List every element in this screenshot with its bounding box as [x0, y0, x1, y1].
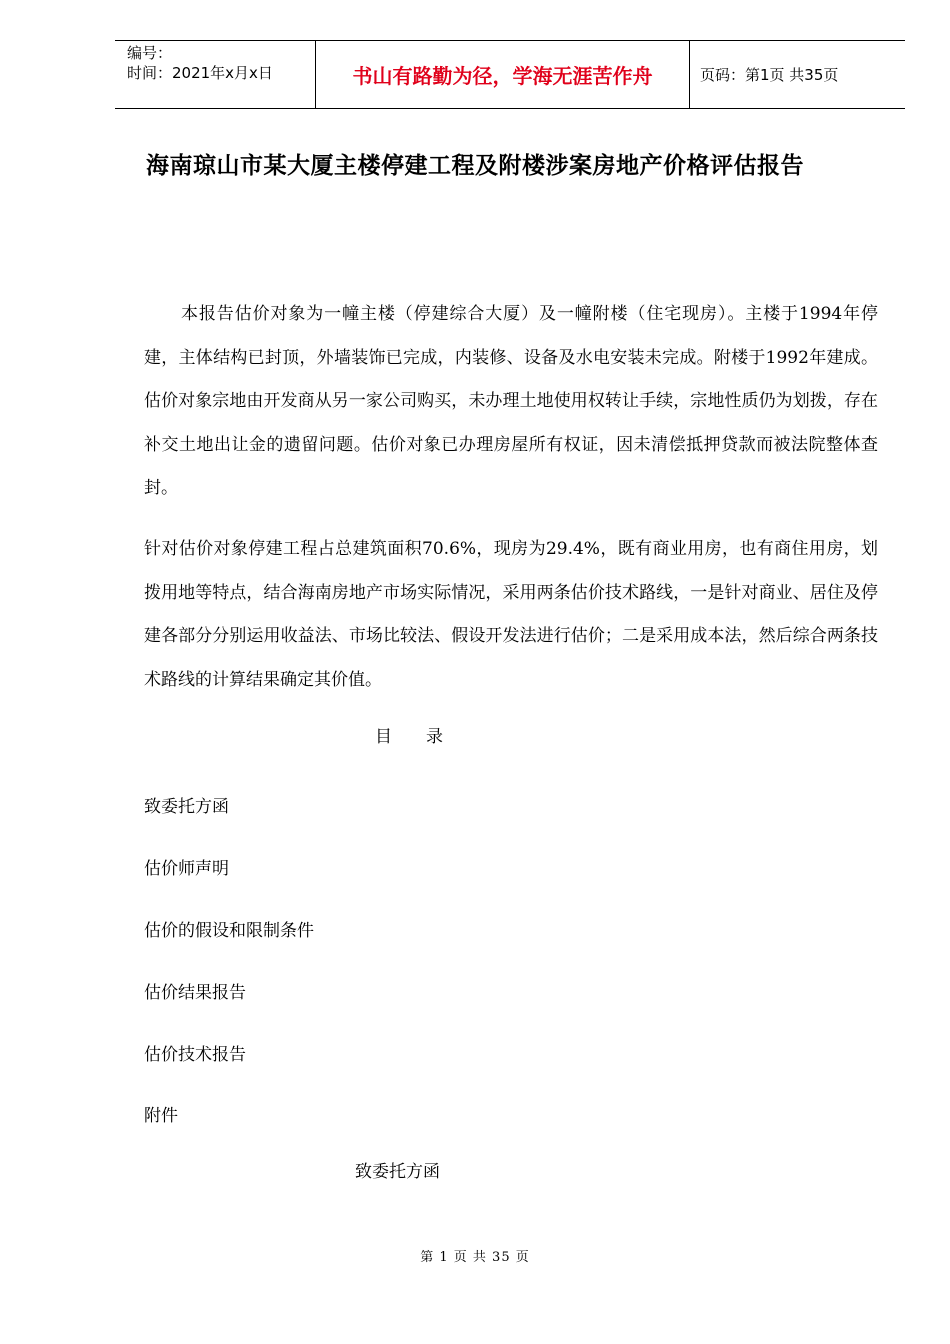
page-header — [115, 40, 905, 109]
toc-heading: 目 录 — [375, 727, 443, 747]
toc-item: 致委托方函 — [144, 797, 229, 817]
section-heading: 致委托方函 — [355, 1162, 440, 1182]
page-footer: 第 1 页 共 35 页 — [420, 1250, 530, 1265]
header-motto: 书山有路勤为径，学海无涯苦作舟 — [316, 41, 690, 108]
header-page-info: 页码：第1页 共35页 — [700, 66, 839, 84]
toc-item: 估价技术报告 — [144, 1045, 246, 1065]
toc-item: 估价的假设和限制条件 — [144, 921, 314, 941]
document-title: 海南琼山市某大厦主楼停建工程及附楼涉案房地产价格评估报告 — [146, 152, 804, 179]
document-time-label: 时间：2021年x月x日 — [127, 64, 273, 82]
document-number-label: 编号： — [127, 44, 173, 62]
toc-item: 估价结果报告 — [144, 983, 246, 1003]
toc-item: 附件 — [144, 1106, 178, 1126]
summary-paragraph-2: 针对估价对象停建工程占总建筑面积70.6%，现房为29.4%，既有商业用房，也有商住用房，划拨用地等特点，结合海南房地产市场实际情况，采用两条估价技术路线，一是针对商业、居住及停建各部分分别运用收益法、市场比较法、假设开发法进行估价；二是采用成本法，然后综合两条技术路线的计算结果确定其价值。 — [144, 539, 878, 690]
header-meta — [115, 41, 316, 108]
toc-item: 估价师声明 — [144, 859, 229, 879]
summary-paragraph-1: 本报告估价对象为一幢主楼（停建综合大厦）及一幢附楼（住宅现房）。主楼于1994年停建，主体结构已封顶，外墙装饰已完成，内装修、设备及水电安装未完成。附楼于1992年建成。估价对象宗地由开发商从另一家公司购买，未办理土地使用权转让手续，宗地性质仍为划拨，存在补交土地出让金的遗留问题。估价对象已办理房屋所有权证，因未清偿抵押贷款而被法院整体查封。 — [144, 304, 878, 498]
